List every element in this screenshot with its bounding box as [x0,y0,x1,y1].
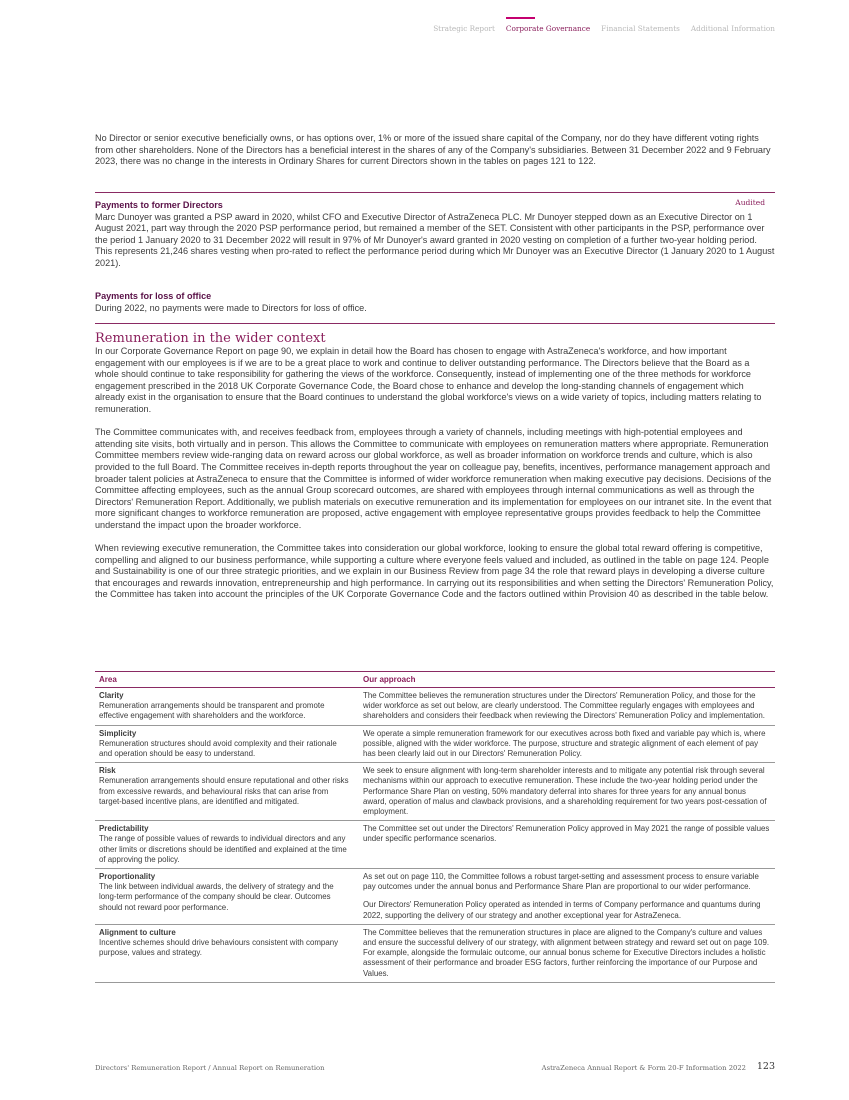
loss-of-office-heading: Payments for loss of office [95,291,212,301]
table-row [95,821,775,869]
table-cell-area [95,688,359,726]
loss-of-office-paragraph: During 2022, no payments were made to Directors for loss of office. [95,302,367,313]
former-directors-paragraph: Marc Dunoyer was granted a PSP award in 2020, whilst CFO and Executive Director of AstraZeneca PLC. Mr Dunoyer stepped down as an Executive Director on 1 August 2021, part way through the 2020 PSP performance period, but remained a member of the SET. Consistent with other participants in the PSP, performance over the period 1 January 2020 to 31 December 2022 will result in 97% of Mr Dunoyer's award granted in 2020 vesting on completion of a further two-year holding period. This represents 21,246 shares vesting when pro-rated to reflect the performance period during which Mr Dunoyer was an Executive Director (1 January 2020 to 1 August 2021). [95,211,775,268]
area-description: Remuneration structures should avoid complexity and their rationale and operation should be easy to understand. [99,738,337,759]
wider-context-paragraph-2: The Committee communicates with, and receives feedback from, employees through a variety of channels, including meetings with high-potential employees and attending site visits, both virtually and in person. This allows the Committee to communicate with employees on remuneration matters where appropriate. Remuneration Committee members review wide-ranging data on reward across our global workforce, as well as broader information on workforce trends and culture, which is also provided to the full Board. The Committee receives in-depth reports throughout the year on colleague pay, benefits, incentives, performance management approach and broader talent policies at AstraZeneca to ensure that the Committee is informed of wider workforce remuneration when making executive pay decisions. Decisions of the Committee affecting employees, such as the annual Group scorecard outcomes, are shared with employees through internal communications as well as through the Directors' Remuneration Report. Additionally, we publish materials on executive remuneration and its implementation for employees on our intranet site. In the event that more significant changes to workforce remuneration are proposed, active engagement with employee representative groups provides feedback to help the Committee understand the impact upon the broader workforce. [95,427,772,530]
section-nav [433,24,775,33]
table-cell-approach [359,869,775,925]
approach-text: As set out on page 110, the Committee follows a robust target-setting and assessment process to ensure variable pay outcomes under the annual bonus and Performance Share Plan are proportional to our wider performance. [363,872,759,892]
table-cell-area [95,725,359,763]
nav-strategic-report[interactable]: Strategic Report [433,24,495,33]
table-cell-area [95,821,359,869]
area-title: Clarity [99,691,124,700]
former-directors-section [95,200,775,270]
table-cell-approach: The Committee believes that the remuneration structures in place are aligned to the Company's culture and values and ensure the successful delivery of our strategy, with alignment between strategy and reward set out on page 109. For example, alongside the formulaic outcome, our annual bonus scheme for Executive Directors includes a holistic assessment of their performance and broader ESG factors, further reinforcing the importance of our Purpose and Values. [359,924,775,982]
table-row [95,688,775,726]
table-cell-area [95,869,359,925]
wider-context-paragraph-3: When reviewing executive remuneration, the Committee takes into consideration our global workforce, looking to ensure the global total reward offering is competitive, compelling and aligned to our business performance, while supporting a culture where everyone feels valued and included, as outlined in the table on page 124. People and Sustainability is one of our three strategic priorities, and we explain in our Business Review from page 34 the role that reward plays in developing a diverse culture that encourages and rewards innovation, entrepreneurship and high performance. In carrying out its responsibilities and when setting the Directors' Remuneration Policy, the Committee has taken into account the principles of the UK Corporate Governance Code and the factors outlined within Provision 40 as described in the table below. [95,543,774,600]
intro-section [95,133,775,168]
area-title: Simplicity [99,728,137,738]
former-directors-heading: Payments to former Directors [95,200,223,210]
section-divider [95,323,775,324]
table-cell-area [95,763,359,821]
nav-corporate-governance[interactable]: Corporate Governance [505,24,591,33]
nav-additional-information[interactable]: Additional Information [690,24,775,33]
approach-text: Our Directors' Remuneration Policy operated as intended in terms of Company performance and quantums during 2022, supporting the delivery of our strategy and another exceptional year for AstraZeneca. [363,900,761,920]
wider-context-paragraph-1: In our Corporate Governance Report on page 90, we explain in detail how the Board has chosen to engage with AstraZeneca's workforce, and how important engagement with our employees is if we are to be a great place to work and continue to deliver outstanding performance. The Directors believe that the Board as a whole should continue to take responsibility for gathering the views of the workforce. Consequently, instead of implementing one of the three methods for workforce engagement prescribed in the 2018 UK Corporate Governance Code, the Board chose to enhance and develop the long-standing channels of engagement which already exist in the organisation to ensure that the Board continues to understand the global workforce's views on a wide variety of topics, including matters relating to remuneration. [95,346,762,414]
table-cell-approach: The Committee believes the remuneration structures under the Directors' Remuneration Policy, and those for the wider workforce as set out below, are clearly understood. The Committee regularly engages with employees and shareholders and considers their feedback when reviewing the Directors' Remuneration Policy and implementation. [359,688,775,726]
table-row [95,725,775,763]
table-cell-approach: We seek to ensure alignment with long-term shareholder interests and to mitigate any potential risk through several mechanisms within our approach to executive remuneration. These include the two-year holding period under the Performance Share Plan on vesting, 50% mandatory deferral into shares for three years for any annual bonus award, operation of malus and clawback provisions, and a shareholding requirement for two years post-cessation of employment. [359,763,775,821]
wider-context-section [95,331,775,601]
area-title: Alignment to culture [99,927,176,937]
table-row [95,869,775,925]
table-cell-area [95,924,359,982]
area-description: The range of possible values of rewards to individual directors and any other limits or discretions should be identified and explained at the time of approving the policy. [99,834,347,864]
audited-tag: Audited [735,198,765,207]
area-description: The link between individual awards, the delivery of strategy and the long-term performance of the company should be clear. Outcomes should not reward poor performance. [99,882,334,912]
table-cell-approach: The Committee set out under the Directors' Remuneration Policy approved in May 2021 the range of possible values under specific performance scenarios. [359,821,775,869]
footer-section-label: Directors' Remuneration Report / Annual Report on Remuneration [95,1064,325,1072]
area-description: Remuneration arrangements should be transparent and promote effective engagement with shareholders and the workforce. [99,701,325,721]
table-row [95,924,775,982]
table-row [95,763,775,821]
provision-40-table [95,671,775,983]
table-header-area: Area [95,672,359,688]
loss-of-office-section [95,291,775,314]
wider-context-title: Remuneration in the wider context [95,331,326,346]
area-title: Predictability [99,824,149,834]
nav-financial-statements[interactable]: Financial Statements [601,24,680,33]
footer-report-title: AstraZeneca Annual Report & Form 20-F Information 2022 [541,1064,746,1072]
page-number: 123 [756,1061,775,1072]
table-cell-approach: We operate a simple remuneration framework for our executives across both fixed and variable pay which is, where possible, aligned with the wider workforce. The purpose, structure and strategic alignment of each element of pay has been clearly laid out in our Directors' Remuneration Policy. [359,725,775,763]
area-title: Risk [99,766,116,776]
section-divider [95,192,775,193]
table-header-approach: Our approach [359,672,775,688]
table-header-row [95,672,775,688]
area-description: Incentive schemes should drive behaviours consistent with company purpose, values and strategy. [99,938,339,958]
area-title: Proportionality [99,872,156,882]
area-description: Remuneration arrangements should ensure reputational and other risks from excessive rewards, and behavioural risks that can arise from target-based incentive plans, are identified and mitigated. [99,776,349,806]
intro-paragraph: No Director or senior executive beneficially owns, or has options over, 1% or more of the issued share capital of the Company, nor do they have different voting rights from other shareholders. None of the Directors has a beneficial interest in the shares of any of the Company's subsidiaries. Between 31 December 2022 and 9 February 2023, there was no change in the interests in Ordinary Shares for current Directors shown in the tables on pages 121 to 122. [95,133,771,167]
